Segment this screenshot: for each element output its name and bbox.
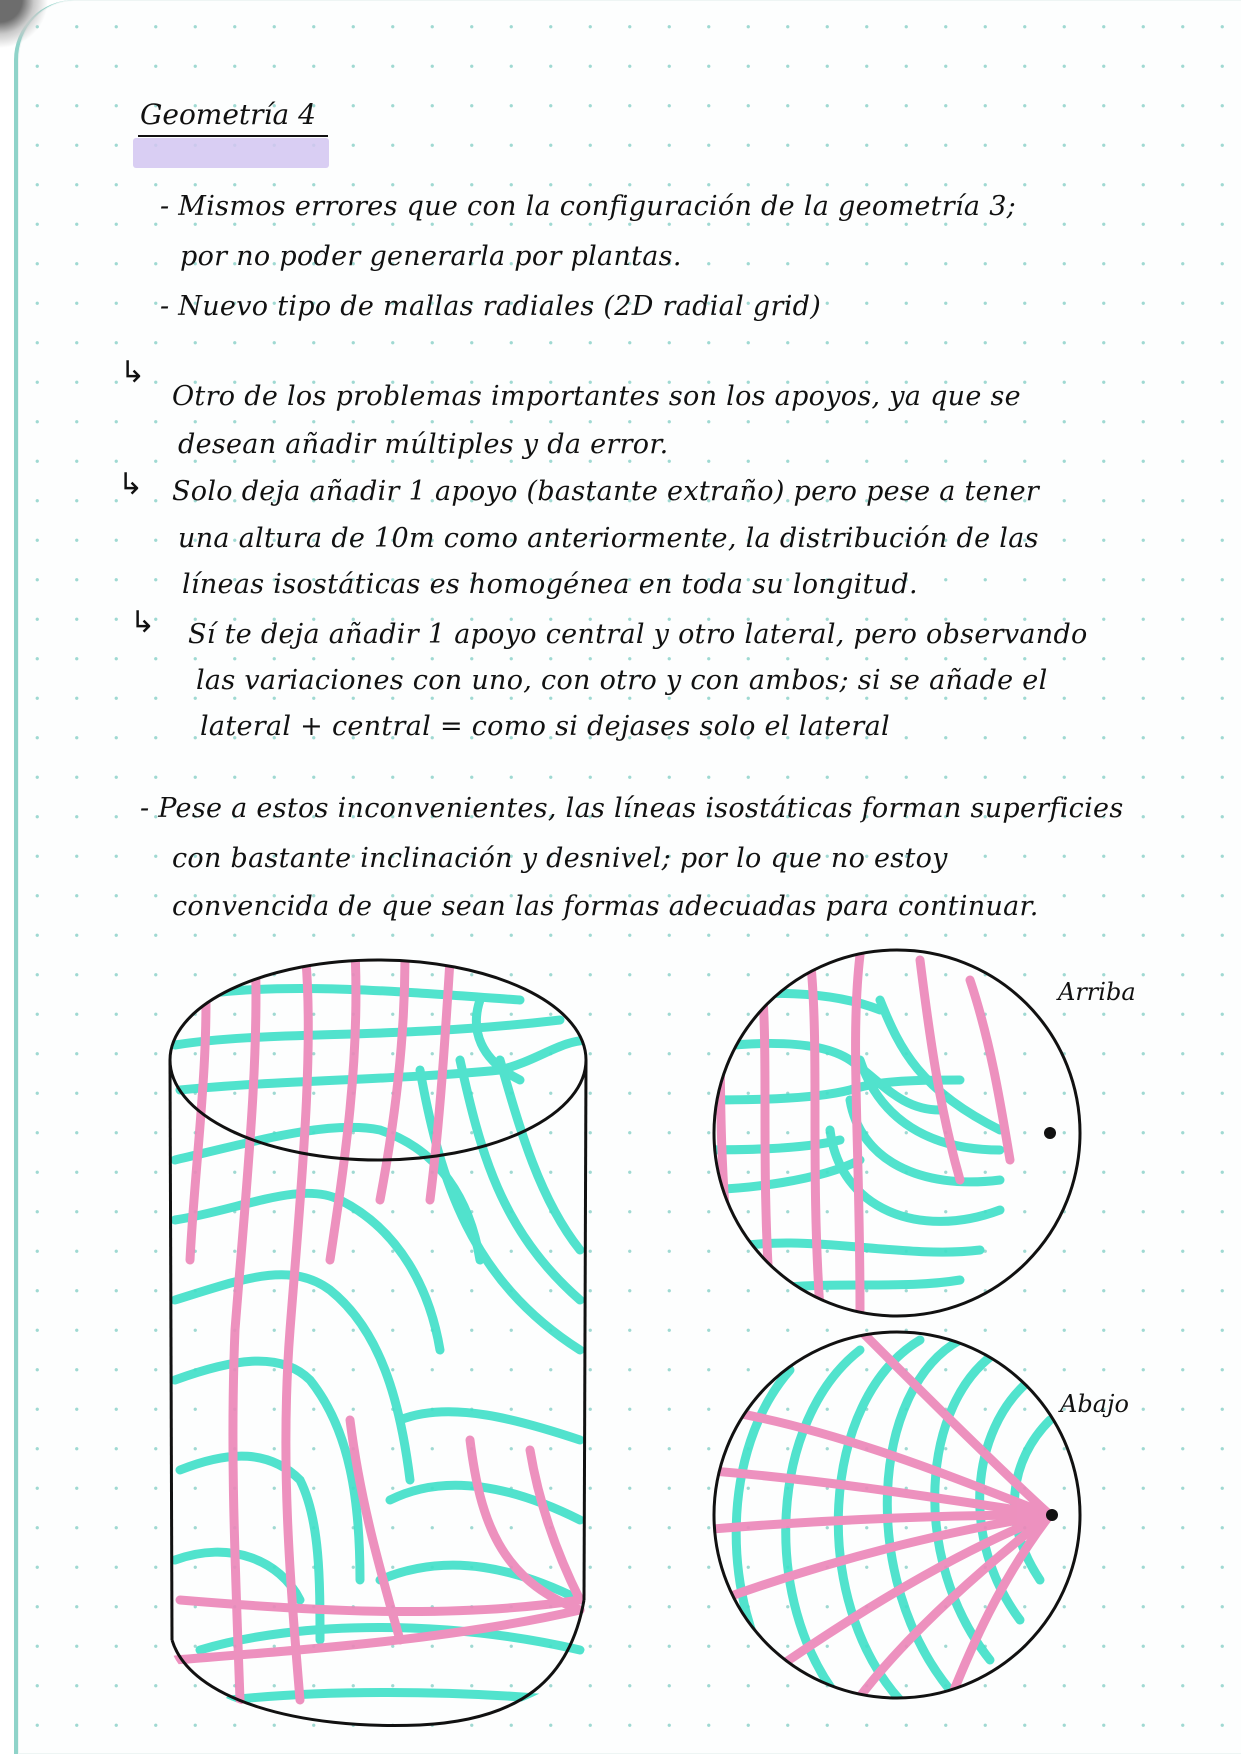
caption-bottom: Abajo [1060, 1390, 1129, 1418]
top-view-circle [680, 950, 1080, 1316]
note-line: - Mismos errores que con la configuración de la geometría 3; [160, 191, 1017, 222]
note-line: Solo deja añadir 1 apoyo (bastante extraño) pero pese a tener [172, 476, 1040, 507]
note-line: con bastante inclinación y desnivel; por lo que no estoy [172, 843, 948, 874]
note-line: - Pese a estos inconvenientes, las líneas isostáticas forman superficies [140, 793, 1124, 824]
note-line: Otro de los problemas importantes son los apoyos, ya que se [172, 381, 1021, 412]
note-line: las variaciones con uno, con otro y con ambos; si se añade el [196, 665, 1048, 696]
arrow-icon: ↳ [130, 605, 156, 640]
cylinder-drawing [170, 950, 590, 1726]
support-point-top [1044, 1127, 1056, 1139]
note-line: desean añadir múltiples y da error. [178, 429, 669, 460]
note-line: convencida de que sean las formas adecuadas para continuar. [172, 891, 1039, 922]
note-line: lateral + central = como si dejases solo el lateral [200, 711, 890, 742]
cylinder-left-edge [170, 1060, 172, 1640]
note-line: - Nuevo tipo de mallas radiales (2D radial grid) [160, 291, 822, 322]
page-title: Geometría 4 [140, 98, 316, 131]
arrow-icon: ↳ [120, 355, 146, 390]
caption-top: Arriba [1058, 978, 1136, 1006]
support-point-bottom [1046, 1509, 1058, 1521]
note-line: líneas isostáticas es homogénea en toda su longitud. [182, 569, 918, 600]
note-line: por no poder generarla por plantas. [180, 241, 682, 272]
arrow-icon: ↳ [118, 467, 144, 502]
cylinder-right-edge [584, 1060, 586, 1600]
note-line: Sí te deja añadir 1 apoyo central y otro lateral, pero observando [188, 619, 1088, 650]
note-line: una altura de 10m como anteriormente, la distribución de las [178, 523, 1039, 554]
bottom-view-circle [700, 1330, 1080, 1710]
